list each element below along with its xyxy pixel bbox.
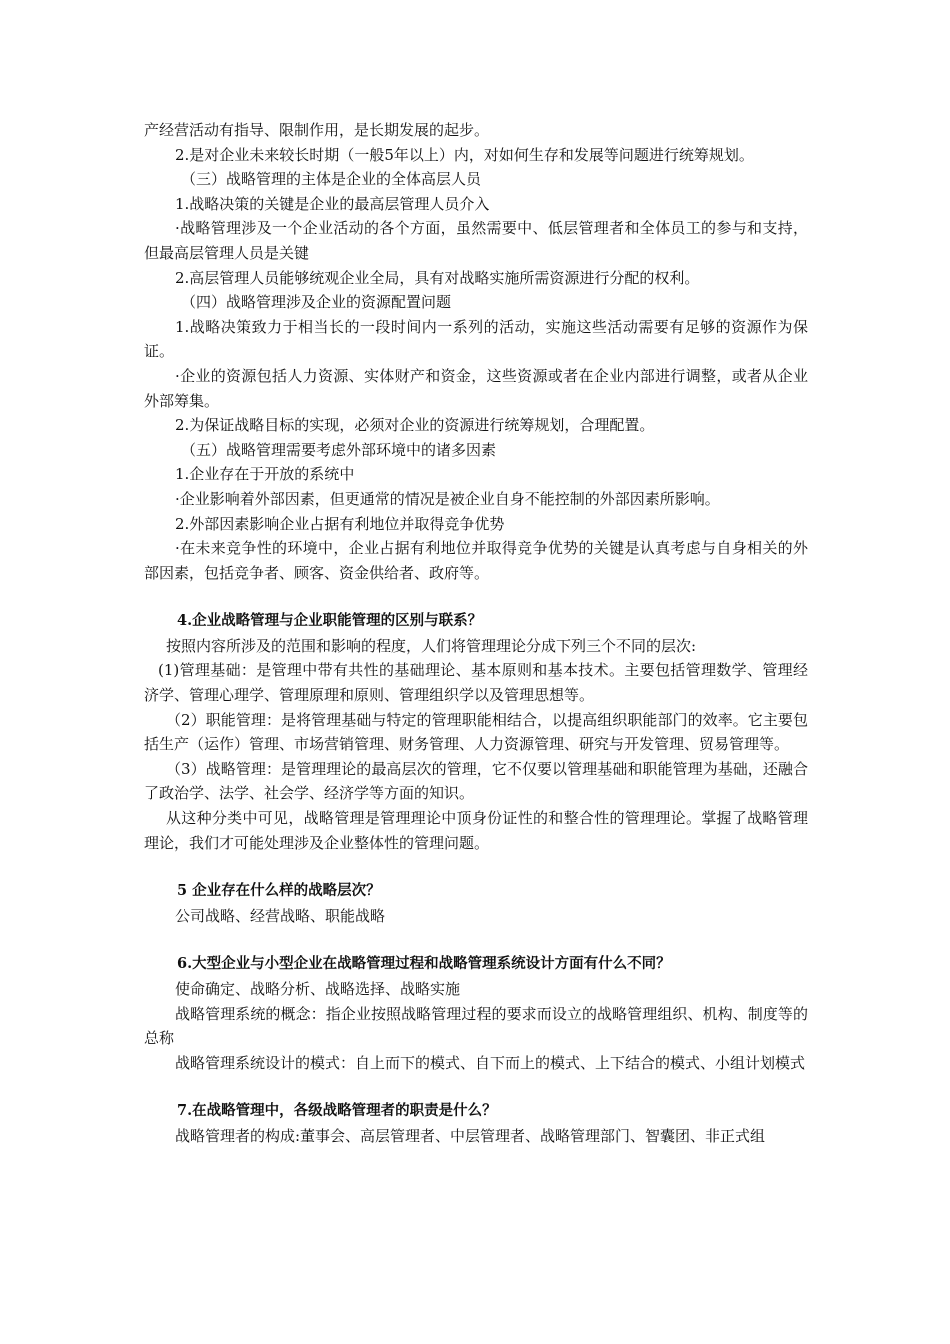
paragraph: ·企业影响着外部因素，但更通常的情况是被企业自身不能控制的外部因素所影响。 (175, 489, 720, 508)
paragraph: (1)管理基础：是管理中带有共性的基础理论、基本原则和基本技术。主要包括管理数学、管理经济学、管理心理学、管理原理和原则、管理组织学以及管理思想等。 (144, 661, 808, 705)
question-heading-7: 7.在战略管理中，各级战略管理者的职责是什么？ (177, 1102, 497, 1120)
question-heading-5: 5 企业存在什么样的战略层次？ (177, 882, 381, 900)
paragraph: 从这种分类中可见，战略管理是管理理论中顶身份证性的和整合性的管理理论。掌握了战略管理理论，我们才可能处理涉及企业整体性的管理问题。 (144, 809, 808, 852)
paragraph: 1.战略决策的关键是企业的最高层管理人员介入 (175, 194, 490, 213)
paragraph: 2.为保证战略目标的实现，必须对企业的资源进行统筹规划，合理配置。 (175, 416, 655, 435)
spacer (144, 1075, 808, 1099)
paragraph: ·战略管理涉及一个企业活动的各个方面，虽然需要中、低层管理者和全体员工的参与和支持，但最高层管理人员是关键 (144, 219, 808, 262)
document-page (144, 118, 808, 1149)
section-heading: （五）战略管理需要考虑外部环境中的诸多因素 (181, 440, 497, 459)
paragraph: 公司战略、经营战略、职能战略 (175, 906, 386, 925)
spacer (144, 928, 808, 952)
paragraph: 战略管理者的构成:董事会、高层管理者、中层管理者、战略管理部门、智囊团、非正式组 (175, 1126, 766, 1145)
section-heading: （三）战略管理的主体是企业的全体高层人员 (181, 170, 482, 189)
paragraph: 1.企业存在于开放的系统中 (175, 465, 355, 484)
question-heading-4: 4.企业战略管理与企业职能管理的区别与联系？ (177, 612, 483, 630)
paragraph: 使命确定、战略分析、战略选择、战略实施 (175, 980, 461, 998)
spacer (144, 585, 808, 609)
paragraph: 产经营活动有指导、限制作用，是长期发展的起步。 (144, 121, 490, 139)
section-heading: （四）战略管理涉及企业的资源配置问题 (181, 293, 452, 312)
paragraph: 2.外部因素影响企业占据有利地位并取得竞争优势 (175, 514, 505, 533)
paragraph: 1.战略决策致力于相当长的一段时间内一系列的活动，实施这些活动需要有足够的资源作为保证。 (144, 317, 808, 361)
paragraph: 按照内容所涉及的范围和影响的程度，人们将管理理论分成下列三个不同的层次: (166, 636, 697, 655)
paragraph: ·企业的资源包括人力资源、实体财产和资金，这些资源或者在企业内部进行调整，或者从企业外部筹集。 (144, 366, 808, 410)
paragraph: ·在未来竞争性的环境中，企业占据有利地位并取得竞争优势的关键是认真考虑与自身相关的外部因素，包括竞争者、顾客、资金供给者、政府等。 (144, 539, 808, 582)
spacer (144, 855, 808, 879)
paragraph: （3）战略管理：是管理理论的最高层次的管理，它不仅要以管理基础和职能管理为基础，还融合了政治学、法学、社会学、经济学等方面的知识。 (144, 759, 808, 803)
paragraph: 2.是对企业未来较长时期（一般5年以上）内，对如何生存和发展等问题进行统筹规划。 (175, 145, 754, 164)
paragraph: 战略管理系统的概念：指企业按照战略管理过程的要求而设立的战略管理组织、机构、制度等的总称 (144, 1004, 808, 1048)
question-heading-6: 6.大型企业与小型企业在战略管理过程和战略管理系统设计方面有什么不同？ (177, 955, 671, 973)
paragraph: 战略管理系统设计的模式：自上而下的模式、自下而上的模式、上下结合的模式、小组计划模式 (175, 1053, 806, 1072)
paragraph: 2.高层管理人员能够统观企业全局，具有对战略实施所需资源进行分配的权利。 (175, 268, 700, 287)
paragraph: （2）职能管理：是将管理基础与特定的管理职能相结合，以提高组织职能部门的效率。它主要包括生产（运作）管理、市场营销管理、财务管理、人力资源管理、研究与开发管理、贸易管理等。 (144, 710, 808, 754)
